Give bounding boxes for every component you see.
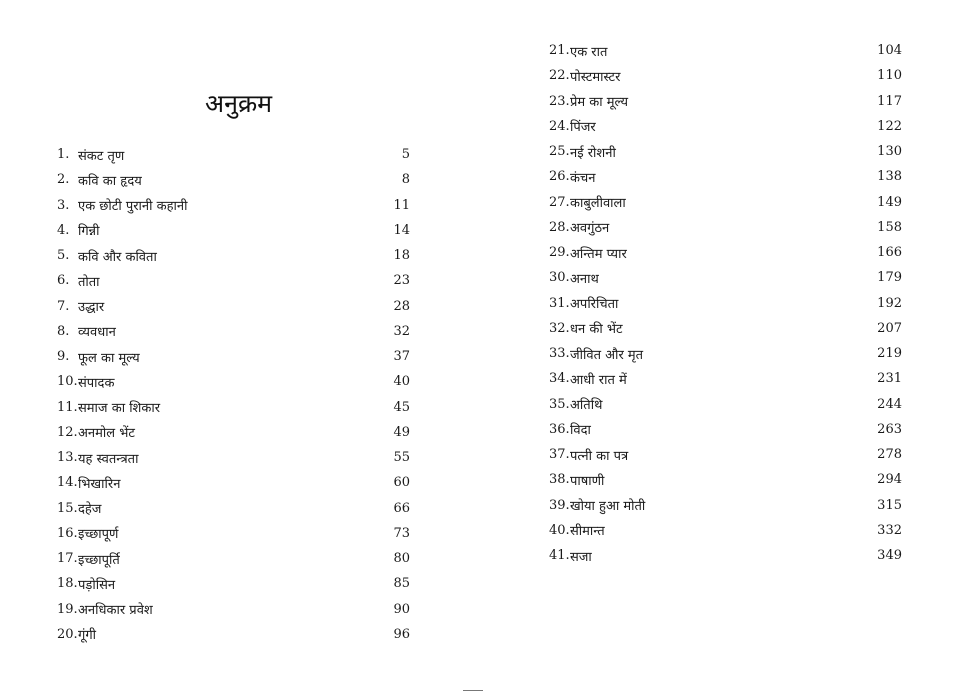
toc-entry-number: 23. [549, 93, 570, 109]
toc-left-column [57, 142, 410, 647]
toc-entry [57, 142, 410, 167]
toc-entry-title: प्रेम का मूल्य [570, 95, 629, 111]
toc-entry [549, 114, 902, 139]
toc-entry [549, 63, 902, 88]
toc-entry-page: 349 [877, 548, 902, 564]
toc-entry-page: 110 [877, 68, 902, 84]
toc-entry-number: 4. [57, 222, 70, 238]
toc-entry-title: उद्धार [78, 300, 105, 316]
toc-entry-title: कवि का हृदय [78, 173, 142, 189]
toc-entry [57, 622, 410, 647]
toc-entry [549, 38, 902, 63]
toc-entry-page: 149 [877, 194, 902, 210]
toc-entry-title: अनमोल भेंट [78, 426, 135, 442]
toc-entry [549, 164, 902, 189]
toc-entry-title: तोता [78, 274, 100, 290]
toc-entry-number: 18. [57, 576, 78, 592]
toc-entry-page: 192 [877, 295, 902, 311]
toc-entry-page: 278 [877, 447, 902, 463]
toc-entry [549, 215, 902, 240]
toc-entry-number: 5. [57, 248, 70, 264]
toc-entry-number: 13. [57, 450, 78, 466]
toc-entry-title: एक छोटी पुरानी कहानी [78, 199, 188, 215]
toc-entry [549, 139, 902, 164]
toc-entry-number: 40. [549, 522, 570, 538]
toc-entry-number: 11. [57, 399, 78, 415]
toc-entry-page: 158 [877, 219, 902, 235]
toc-entry-title: कंचन [570, 170, 596, 186]
toc-entry-title: इच्छापूर्ण [78, 527, 119, 543]
toc-entry [57, 268, 410, 293]
toc-entry-title: पत्नी का पत्र [570, 448, 629, 464]
toc-entry [549, 265, 902, 290]
toc-entry-title: संपादक [78, 375, 115, 391]
toc-entry-title: विदा [570, 423, 591, 439]
toc-entry-page: 8 [401, 172, 410, 188]
toc-entry-number: 37. [549, 447, 570, 463]
toc-entry-page: 37 [393, 349, 410, 365]
toc-entry-page: 14 [393, 222, 410, 238]
toc-entry-page: 60 [393, 475, 410, 491]
toc-entry-page: 122 [877, 118, 902, 134]
toc-entry-page: 332 [877, 522, 902, 538]
toc-entry-number: 27. [549, 194, 570, 210]
toc-entry [549, 291, 902, 316]
toc-entry-page: 117 [877, 93, 902, 109]
toc-entry-number: 12. [57, 424, 78, 440]
toc-entry-number: 29. [549, 245, 570, 261]
toc-entry-number: 1. [57, 147, 70, 163]
toc-entry-title: संकट तृण [78, 148, 125, 164]
toc-entry-number: 9. [57, 349, 70, 365]
toc-entry [57, 218, 410, 243]
toc-entry [549, 240, 902, 265]
toc-entry-number: 15. [57, 500, 78, 516]
toc-entry [57, 243, 410, 268]
toc-entry-title: समाज का शिकार [78, 401, 161, 417]
toc-entry [57, 445, 410, 470]
toc-entry-title: सीमान्त [570, 524, 605, 540]
toc-entry-title: जीवित और मृत [570, 347, 644, 363]
toc-entry-title: एक रात [570, 44, 608, 60]
toc-entry [57, 294, 410, 319]
toc-entry [57, 193, 410, 218]
toc-entry-title: इच्छापूर्ति [78, 552, 120, 568]
toc-entry-page: 5 [401, 147, 410, 163]
toc-entry-title: खोया हुआ मोती [570, 499, 646, 515]
toc-entry-page: 138 [877, 169, 902, 185]
toc-entry-number: 31. [549, 295, 570, 311]
toc-entry-title: गूंगी [78, 628, 97, 644]
toc-entry [57, 319, 410, 344]
toc-entry-title: पिंजर [570, 120, 596, 136]
toc-entry-number: 26. [549, 169, 570, 185]
toc-entry [549, 442, 902, 467]
toc-entry-number: 24. [549, 118, 570, 134]
toc-entry-number: 19. [57, 601, 78, 617]
toc-entry [57, 521, 410, 546]
toc-entry-page: 263 [877, 421, 902, 437]
toc-entry-title: अपरिचिता [570, 297, 619, 313]
toc-entry-page: 179 [877, 270, 902, 286]
toc-entry-number: 6. [57, 273, 70, 289]
toc-entry-number: 35. [549, 396, 570, 412]
toc-entry [549, 89, 902, 114]
toc-entry [549, 417, 902, 442]
toc-entry-title: गिन्नी [78, 224, 100, 240]
toc-entry-page: 73 [393, 525, 410, 541]
toc-entry-page: 28 [393, 298, 410, 314]
toc-entry-title: पाषाणी [570, 473, 605, 489]
toc-entry-number: 34. [549, 371, 570, 387]
toc-entry-page: 130 [877, 144, 902, 160]
toc-entry-title: अतिथि [570, 398, 603, 414]
toc-entry [57, 344, 410, 369]
toc-entry [549, 467, 902, 492]
toc-entry-number: 10. [57, 374, 78, 390]
toc-entry-title: पोस्टमास्टर [570, 69, 621, 85]
toc-entry-page: 244 [877, 396, 902, 412]
toc-entry-number: 28. [549, 219, 570, 235]
toc-entry [57, 369, 410, 394]
toc-entry [549, 493, 902, 518]
toc-entry [57, 167, 410, 192]
toc-entry-page: 85 [393, 576, 410, 592]
toc-entry [57, 470, 410, 495]
toc-entry-title: अवगुंठन [570, 221, 610, 237]
toc-entry-page: 66 [393, 500, 410, 516]
toc-entry-number: 25. [549, 144, 570, 160]
toc-entry [549, 341, 902, 366]
toc-entry-title: व्यवधान [78, 325, 116, 341]
toc-entry-number: 21. [549, 43, 570, 59]
toc-entry-number: 7. [57, 298, 70, 314]
toc-entry [549, 543, 902, 568]
toc-entry [57, 571, 410, 596]
toc-entry-page: 166 [877, 245, 902, 261]
toc-entry-number: 17. [57, 551, 78, 567]
toc-entry-page: 32 [393, 323, 410, 339]
toc-entry-title: धन की भेंट [570, 322, 623, 338]
toc-entry [57, 496, 410, 521]
toc-entry-title: सजा [570, 549, 592, 565]
toc-entry-number: 38. [549, 472, 570, 488]
toc-entry-number: 36. [549, 421, 570, 437]
page-title: अनुक्रम [205, 89, 273, 118]
toc-entry-title: आधी रात में [570, 372, 627, 388]
toc-entry-number: 30. [549, 270, 570, 286]
toc-entry-title: दहेज [78, 502, 102, 518]
toc-entry-title: अनाथ [570, 271, 599, 287]
toc-entry-title: अन्तिम प्यार [570, 246, 627, 262]
toc-right-column [549, 38, 902, 568]
toc-entry-number: 2. [57, 172, 70, 188]
toc-entry-page: 315 [877, 497, 902, 513]
toc-entry-page: 11 [393, 197, 410, 213]
toc-entry [57, 597, 410, 622]
toc-entry-page: 90 [393, 601, 410, 617]
toc-entry-number: 32. [549, 320, 570, 336]
toc-entry-page: 45 [393, 399, 410, 415]
toc-entry-title: पड़ोसिन [78, 577, 116, 593]
toc-entry-page: 18 [393, 248, 410, 264]
toc-entry-page: 23 [393, 273, 410, 289]
toc-entry-page: 40 [393, 374, 410, 390]
toc-entry-title: भिखारिन [78, 476, 121, 492]
toc-entry-number: 22. [549, 68, 570, 84]
toc-entry-page: 55 [393, 450, 410, 466]
toc-entry-number: 33. [549, 346, 570, 362]
toc-entry-page: 80 [393, 551, 410, 567]
toc-entry-page: 219 [877, 346, 902, 362]
toc-entry-title: नई रोशनी [570, 145, 616, 161]
toc-entry-title: फूल का मूल्य [78, 350, 140, 366]
toc-entry [549, 366, 902, 391]
toc-entry [549, 392, 902, 417]
toc-entry-title: कवि और कविता [78, 249, 157, 265]
toc-entry-number: 8. [57, 323, 70, 339]
toc-entry-page: 96 [393, 626, 410, 642]
toc-entry [57, 395, 410, 420]
toc-entry [57, 420, 410, 445]
toc-entry-number: 39. [549, 497, 570, 513]
toc-entry-page: 104 [877, 43, 902, 59]
toc-entry-number: 3. [57, 197, 70, 213]
toc-entry-number: 20. [57, 626, 78, 642]
toc-entry-title: काबुलीवाला [570, 196, 626, 212]
toc-entry [549, 190, 902, 215]
toc-entry [549, 518, 902, 543]
toc-entry-title: यह स्वतन्त्रता [78, 451, 139, 467]
toc-entry [549, 316, 902, 341]
toc-entry [57, 546, 410, 571]
toc-entry-page: 294 [877, 472, 902, 488]
toc-entry-number: 41. [549, 548, 570, 564]
toc-entry-number: 16. [57, 525, 78, 541]
toc-entry-page: 49 [393, 424, 410, 440]
footer-divider [463, 690, 483, 691]
toc-entry-title: अनधिकार प्रवेश [78, 603, 153, 619]
toc-entry-page: 207 [877, 320, 902, 336]
toc-entry-number: 14. [57, 475, 78, 491]
toc-entry-page: 231 [877, 371, 902, 387]
